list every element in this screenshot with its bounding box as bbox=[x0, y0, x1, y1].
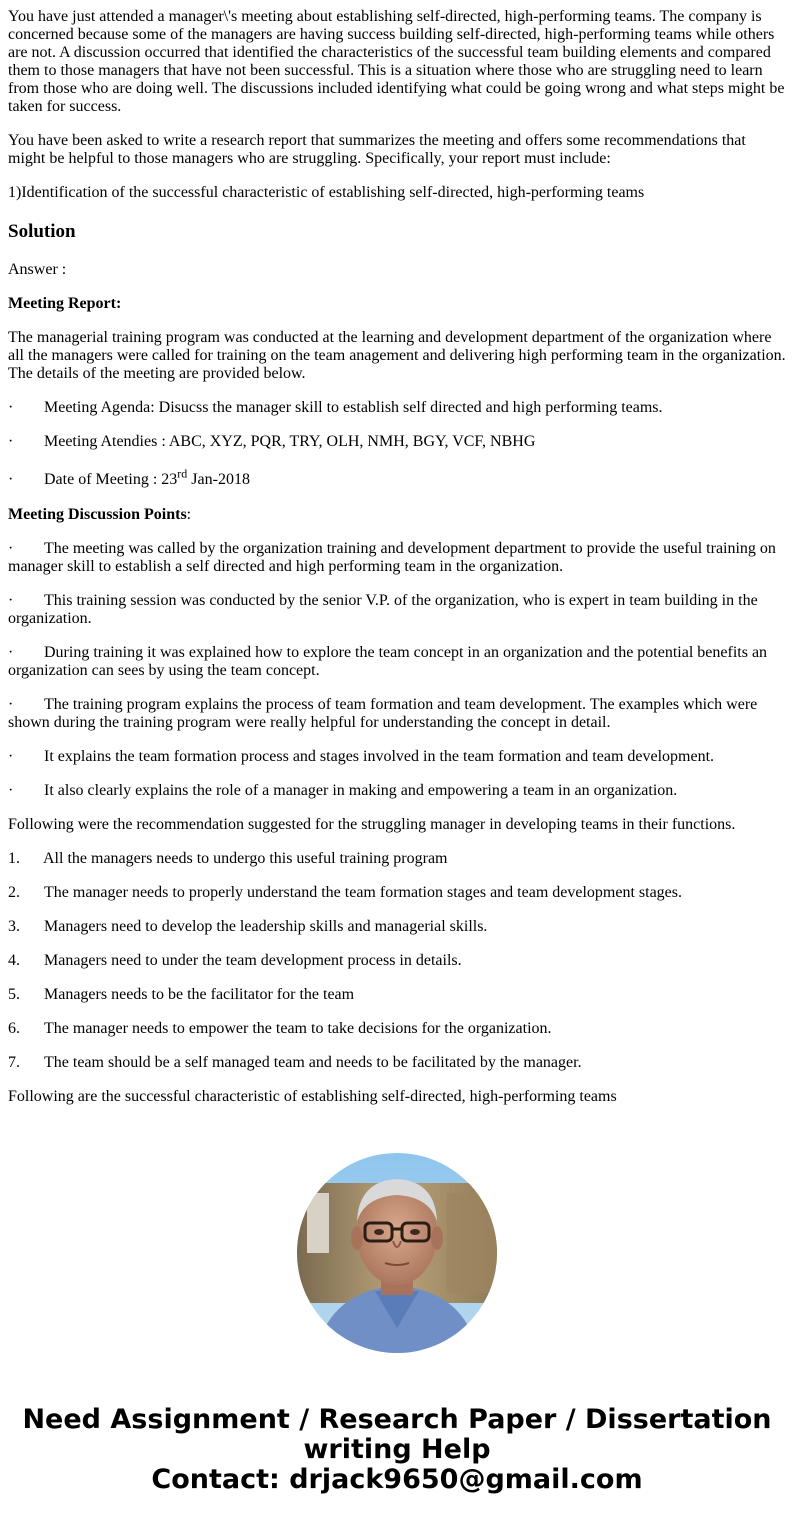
discussion-heading-line bbox=[8, 506, 786, 524]
question-requirement: 1)Identification of the successful characteristic of establishing self-directed, high-performing teams bbox=[8, 184, 645, 201]
bullet: · bbox=[8, 471, 14, 488]
recommendation-item bbox=[8, 1054, 786, 1072]
recommendation-item bbox=[8, 952, 786, 970]
recommendation-text: The manager needs to empower the team to take decisions for the organization. bbox=[44, 1020, 552, 1037]
date-suffix: Jan-2018 bbox=[187, 471, 250, 488]
agenda-item bbox=[8, 399, 786, 417]
discussion-point bbox=[8, 644, 786, 680]
list-number: 5. bbox=[8, 986, 20, 1003]
recommendation-item bbox=[8, 884, 786, 902]
recommendation-item bbox=[8, 1020, 786, 1038]
report-heading: Meeting Report: bbox=[8, 295, 122, 312]
discussion-text: The meeting was called by the organization training and development department to provide the useful training on manager skill to establish a self directed and high performing team in the organization. bbox=[8, 540, 776, 575]
date-superscript: rd bbox=[177, 466, 188, 481]
recommendation-intro: Following were the recommendation suggested for the struggling manager in developing teams in their functions. bbox=[8, 816, 736, 833]
closing-paragraph: Following are the successful characteristic of establishing self-directed, high-performing teams bbox=[8, 1088, 617, 1105]
recommendation-item bbox=[8, 986, 786, 1004]
discussion-text: The training program explains the process of team formation and team development. The examples which were shown during the training program were really helpful for understanding the concept in detail. bbox=[8, 696, 758, 731]
answer-label: Answer : bbox=[8, 261, 67, 278]
list-number: 4. bbox=[8, 952, 20, 969]
list-number: 7. bbox=[8, 1054, 20, 1071]
recommendation-text: Managers need to under the team development process in details. bbox=[44, 952, 462, 969]
question-paragraph-1: You have just attended a manager\'s meeting about establishing self-directed, high-performing teams. The company is concerned because some of the managers are having success building self-directed, high-performing teams while others are not. A discussion occurred that identified the characteristics of the successful team building elements and compared them to those managers that have not been successful. This is a situation where those who are struggling need to learn from those who are doing well. The discussions included identifying what could be going wrong and what steps might be taken for success. bbox=[8, 8, 785, 115]
discussion-point bbox=[8, 592, 786, 628]
agenda-text: Meeting Agenda: Disucss the manager skill to establish self directed and high performing teams. bbox=[44, 399, 663, 416]
bullet: · bbox=[8, 782, 14, 799]
promo-line-2: writing Help bbox=[303, 1434, 491, 1465]
solution-heading: Solution bbox=[8, 221, 76, 242]
recommendation-text: All the managers needs to undergo this useful training program bbox=[43, 850, 448, 867]
recommendation-text: Managers need to develop the leadership skills and managerial skills. bbox=[44, 918, 488, 935]
discussion-colon: : bbox=[186, 506, 192, 523]
bullet: · bbox=[8, 748, 14, 765]
promo-contact: Contact: drjack9650@gmail.com bbox=[151, 1464, 643, 1495]
recommendation-text: The manager needs to properly understand the team formation stages and team development stages. bbox=[44, 884, 683, 901]
bullet: · bbox=[8, 696, 14, 713]
recommendation-text: The team should be a self managed team and needs to be facilitated by the manager. bbox=[44, 1054, 582, 1071]
list-number: 6. bbox=[8, 1020, 20, 1037]
recommendation-item bbox=[8, 850, 786, 868]
discussion-heading: Meeting Discussion Points bbox=[8, 506, 187, 523]
discussion-text: This training session was conducted by the senior V.P. of the organization, who is expert in team building in the organization. bbox=[8, 592, 758, 627]
discussion-point bbox=[8, 540, 786, 576]
discussion-text: It explains the team formation process and stages involved in the team formation and team development. bbox=[44, 748, 715, 765]
author-avatar bbox=[297, 1153, 497, 1353]
discussion-text: During training it was explained how to explore the team concept in an organization and the potential benefits an organization can sees by using the team concept. bbox=[8, 644, 768, 679]
bullet: · bbox=[8, 399, 14, 416]
recommendation-text: Managers needs to be the facilitator for the team bbox=[44, 986, 355, 1003]
promo-line-1: Need Assignment / Research Paper / Dissertation bbox=[22, 1404, 772, 1435]
question-paragraph-2: You have been asked to write a research report that summarizes the meeting and offers some recommendations that might be helpful to those managers who are struggling. Specifically, your report must include: bbox=[8, 132, 746, 167]
discussion-point bbox=[8, 782, 786, 800]
portrait-image bbox=[297, 1153, 497, 1353]
date-item bbox=[8, 466, 786, 489]
bullet: · bbox=[8, 644, 14, 661]
list-number: 1. bbox=[8, 850, 20, 867]
attendees-item bbox=[8, 433, 786, 451]
recommendation-item bbox=[8, 918, 786, 936]
discussion-text: It also clearly explains the role of a manager in making and empowering a team in an organization. bbox=[44, 782, 678, 799]
bullet: · bbox=[8, 592, 14, 609]
discussion-point bbox=[8, 696, 786, 732]
list-number: 3. bbox=[8, 918, 20, 935]
list-number: 2. bbox=[8, 884, 20, 901]
bullet: · bbox=[8, 433, 14, 450]
attendees-text: Meeting Atendies : ABC, XYZ, PQR, TRY, OLH, NMH, BGY, VCF, NBHG bbox=[44, 433, 536, 450]
date-prefix: Date of Meeting : 23 bbox=[44, 471, 178, 488]
report-intro: The managerial training program was conducted at the learning and development department of the organization where all the managers were called for training on the team anagement and delivering high performing team in the organization. The details of the meeting are provided below. bbox=[8, 329, 786, 382]
bullet: · bbox=[8, 540, 14, 557]
discussion-point bbox=[8, 748, 786, 766]
